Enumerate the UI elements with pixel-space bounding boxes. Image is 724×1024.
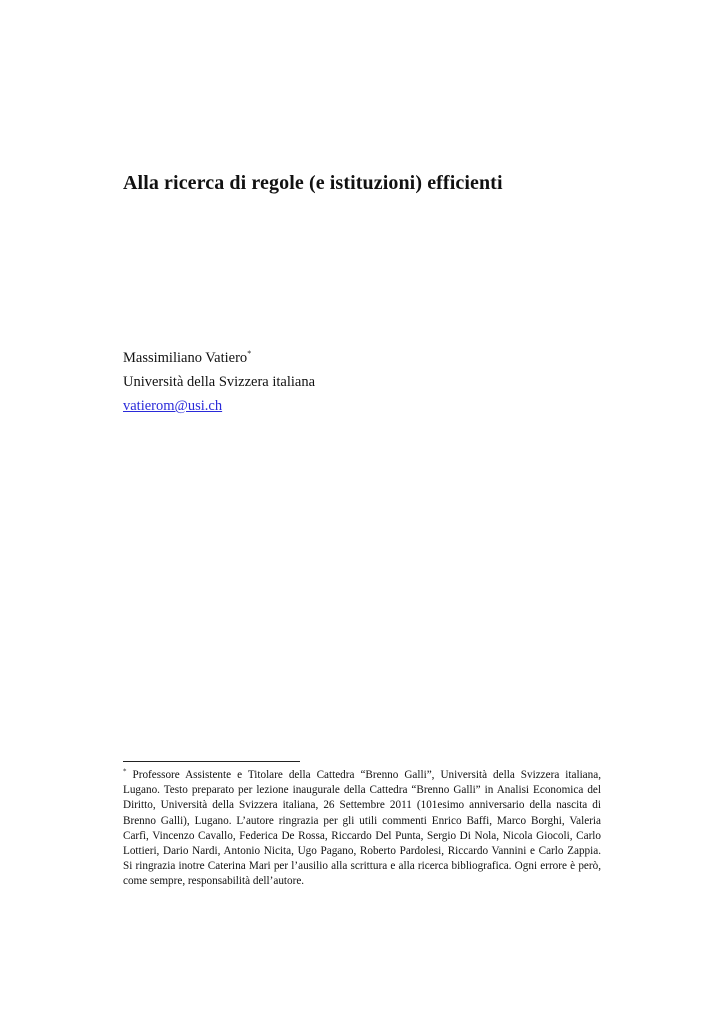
- author-affiliation: Università della Svizzera italiana: [123, 374, 316, 390]
- footnote: [123, 768, 601, 890]
- author-footnote-marker[interactable]: *: [247, 349, 252, 359]
- author-email-link[interactable]: vatierom@usi.ch: [123, 398, 223, 414]
- author-name: Massimiliano Vatiero: [123, 350, 248, 366]
- footnote-separator: [123, 761, 300, 762]
- document-title: Alla ricerca di regole (e istituzioni) efficienti: [123, 172, 503, 194]
- author-block: [123, 346, 315, 418]
- footnote-text: Professore Assistente e Titolare della Cattedra “Brenno Galli”, Università della Svizzera italiana, Lugano. Testo preparato per lezione inaugurale della Cattedra “Brenno Galli” in Analisi Economica del Diritto, Università della Svizzera italiana, 26 Settembre 2011 (101esimo anniversario della nascita di Brenno Galli), Lugano. L’autore ringrazia per gli utili commenti Enrico Baffi, Marco Borghi, Valeria Carfì, Vincenzo Cavallo, Federica De Rossa, Riccardo Del Punta, Sergio Di Nola, Nicola Giocoli, Carlo Lottieri, Dario Nardi, Antonio Nicita, Ugo Pagano, Roberto Pardolesi, Riccardo Vannini e Carlo Zappia. Si ringrazia inotre Caterina Mari per l’ausilio alla scrittura e alla ricerca bibliografica. Ogni errore è però, come sempre, responsabilità dell’autore.: [123, 769, 602, 888]
- footnote-marker: *: [123, 767, 127, 776]
- author-line: [123, 346, 315, 370]
